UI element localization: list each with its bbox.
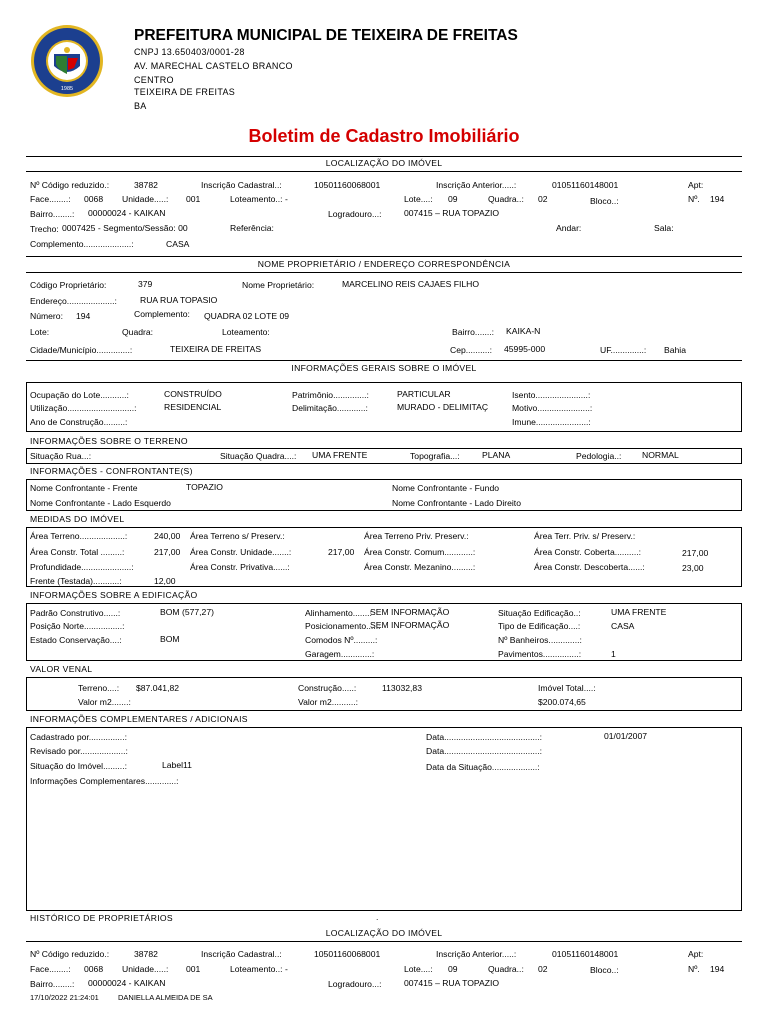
bairro-label: Bairro........:: [30, 979, 75, 989]
profundidade-label: Profundidade.....................:: [30, 562, 134, 572]
motivo-label: Motivo......................:: [512, 403, 593, 413]
unidade-label: Unidade.....:: [122, 964, 169, 974]
numero-value: 194: [710, 194, 725, 204]
confrontante-direito-label: Nome Confrontante - Lado Direito: [392, 498, 521, 508]
inscricao-anterior-value: 01051160148001: [552, 180, 619, 190]
complemento-label: Complemento....................:: [30, 239, 134, 249]
divider: [26, 171, 742, 172]
apt-label: Apt:: [688, 949, 704, 959]
situacao-imovel-value: Label11: [162, 760, 192, 770]
bairro-value: 00000024 - KAIKAN: [88, 978, 166, 988]
codigo-label: Nº Código reduzido.:: [30, 180, 110, 190]
area-constr-mezanino-label: Área Constr. Mezanino.........:: [364, 562, 476, 572]
pedologia-value: NORMAL: [642, 450, 679, 460]
district: CENTRO: [134, 75, 174, 85]
situacao-imovel-label: Situação do Imóvel.........:: [30, 761, 127, 771]
situacao-edificacao-value: UMA FRENTE: [611, 607, 667, 617]
area-constr-descoberta-label: Área Constr. Descoberta......:: [534, 562, 645, 572]
inscricao-anterior-value: 01051160148001: [552, 949, 619, 959]
section-heading-complementares: INFORMAÇÕES COMPLEMENTARES / ADICIONAIS: [30, 714, 248, 724]
state: BA: [134, 101, 147, 111]
situacao-edificacao-label: Situação Edificação..:: [498, 608, 581, 618]
imune-label: Imune......................:: [512, 417, 591, 427]
valor-terreno-value: $87.041,82: [136, 683, 180, 693]
confrontante-fundo-label: Nome Confrontante - Fundo: [392, 483, 500, 493]
patrimonio-value: PARTICULAR: [397, 389, 451, 399]
area-constr-comum-label: Área Constr. Comum............:: [364, 547, 476, 557]
quadra-prop-label: Quadra:: [122, 327, 154, 337]
referencia-label: Referência:: [230, 223, 274, 233]
bairro-prop-label: Bairro.......:: [452, 327, 495, 337]
section-heading-localizacao-repeat: LOCALIZAÇÃO DO IMÓVEL: [325, 928, 443, 938]
lote-value: 09: [448, 964, 458, 974]
inscricao-label: Inscrição Cadastral..:: [201, 949, 282, 959]
lote-prop-label: Lote:: [30, 327, 50, 337]
section-heading-historico: HISTÓRICO DE PROPRIETÁRIOS: [30, 913, 173, 923]
logradouro-value: 007415 – RUA TOPAZIO: [404, 978, 500, 988]
section-heading-proprietario: NOME PROPRIETÁRIO / ENDEREÇO CORRESPONDÊNCIA: [257, 259, 511, 269]
lote-label: Lote....:: [404, 964, 433, 974]
section-heading-info-gerais: INFORMAÇÕES GERAIS SOBRE O IMÓVEL: [291, 363, 477, 373]
alinhamento-value: SEM INFORMAÇÃO: [370, 607, 450, 617]
banheiros-label: Nº Banheiros.............:: [498, 635, 582, 645]
delimitacao-value: MURADO - DELIMITAÇ: [397, 403, 489, 412]
lote-value: 09: [448, 194, 458, 204]
area-constr-descoberta-value: 23,00: [682, 563, 704, 573]
footer-timestamp: 17/10/2022 21:24:01: [30, 993, 99, 1002]
nome-proprietario-label: Nome Proprietário:: [242, 280, 315, 290]
codigo-value: 38782: [134, 949, 158, 959]
trecho-label: Trecho:: [30, 224, 59, 234]
divider: [26, 360, 742, 361]
cidade-label: Cidade/Município..............:: [30, 345, 133, 355]
cep-value: 45995-000: [504, 344, 546, 354]
face-label: Face........:: [30, 964, 71, 974]
nome-proprietario-value: MARCELINO REIS CAJAES FILHO: [342, 279, 480, 289]
area-constr-coberta-value: 217,00: [682, 548, 709, 558]
uf-label: UF..............:: [600, 345, 647, 355]
face-label: Face........:: [30, 194, 71, 204]
frente-testada-label: Frente (Testada)...........:: [30, 576, 122, 586]
unidade-value: 001: [186, 964, 201, 974]
bloco-label: Bloco..:: [590, 965, 619, 975]
section-heading-valor-venal: VALOR VENAL: [30, 664, 93, 674]
tipo-edificacao-value: CASA: [611, 621, 635, 631]
utilizacao-label: Utilização............................:: [30, 403, 137, 413]
ano-construcao-label: Ano de Construção.........:: [30, 417, 128, 427]
posicionamento-value: SEM INFORMAÇÃO: [370, 620, 450, 630]
endereco-value: RUA RUA TOPASIO: [140, 295, 218, 305]
footer-user: DANIELLA ALMEIDA DE SA: [118, 993, 213, 1002]
delimitacao-label: Delimitação............:: [292, 403, 368, 413]
valor-construcao-label: Construção.....:: [298, 683, 357, 693]
area-terr-priv-sp-label: Área Terr. Priv. s/ Preserv.:: [534, 531, 636, 541]
divider: [26, 941, 742, 942]
utilizacao-value: RESIDENCIAL: [164, 402, 222, 412]
area-constr-unidade-label: Área Constr. Unidade.......:: [190, 547, 292, 557]
divider: [26, 156, 742, 157]
quadra-label: Quadra..:: [488, 964, 524, 974]
area-terreno-value: 240,00: [154, 531, 181, 541]
area-constr-unidade-value: 217,00: [328, 547, 355, 557]
valor-m2-construcao-label: Valor m2..........:: [298, 697, 359, 707]
data-situacao-label: Data da Situação...................:: [426, 762, 540, 772]
posicao-norte-label: Posição Norte................:: [30, 621, 125, 631]
loteamento-label: Loteamento..: -: [230, 194, 288, 204]
valor-m2-label: Valor m2.......:: [78, 697, 131, 707]
numero-label: Nº.: [688, 194, 700, 204]
cnpj: CNPJ 13.650403/0001-28: [134, 47, 245, 57]
codigo-proprietario-label: Código Proprietário:: [30, 280, 107, 290]
data-cadastro-label: Data........................................:: [426, 732, 543, 742]
inscricao-anterior-label: Inscrição Anterior.....:: [436, 949, 517, 959]
bairro-value: 00000024 - KAIKAN: [88, 208, 166, 218]
section-heading-confrontantes: INFORMAÇÕES - CONFRONTANTE(S): [30, 466, 193, 476]
situacao-quadra-value: UMA FRENTE: [312, 450, 368, 460]
codigo-proprietario-value: 379: [138, 279, 153, 289]
situacao-quadra-label: Situação Quadra....:: [220, 451, 297, 461]
sala-label: Sala:: [654, 223, 674, 233]
lote-label: Lote....:: [404, 194, 433, 204]
topografia-label: Topografia...:: [410, 451, 460, 461]
info-complementares-label: Informações Complementares.............:: [30, 776, 179, 786]
loteamento-label: Loteamento..: -: [230, 964, 288, 974]
section-heading-edificacao: INFORMAÇÕES SOBRE A EDIFICAÇÃO: [30, 590, 198, 600]
cep-label: Cep..........:: [450, 345, 493, 355]
historico-dot: .: [376, 912, 379, 922]
logradouro-label: Logradouro...:: [328, 209, 382, 219]
complemento-prop-label: Complemento:: [134, 309, 190, 319]
numero-prop-value: 194: [76, 311, 91, 321]
face-value: 0068: [84, 194, 104, 204]
area-terreno-label: Área Terreno...................:: [30, 531, 128, 541]
divider: [26, 272, 742, 273]
estado-conservacao-value: BOM: [160, 634, 180, 644]
page-title: Boletim de Cadastro Imobiliário: [248, 126, 520, 146]
city: TEIXEIRA DE FREITAS: [134, 87, 236, 97]
trecho-value: 0007425 - Segmento/Sessão: 00: [62, 224, 188, 233]
garagem-label: Garagem.............:: [305, 649, 375, 659]
quadra-value: 02: [538, 964, 548, 974]
confrontante-esquerdo-label: Nome Confrontante - Lado Esquerdo: [30, 498, 171, 508]
area-terreno-pp-label: Área Terreno Priv. Preserv.:: [364, 531, 469, 541]
numero-prop-label: Número:: [30, 311, 63, 321]
unidade-label: Unidade.....:: [122, 194, 169, 204]
section-heading-terreno: INFORMAÇÕES SOBRE O TERRENO: [30, 436, 188, 446]
confrontante-frente-label: Nome Confrontante - Frente: [30, 483, 138, 493]
inscricao-value: 10501160068001: [314, 180, 381, 190]
logradouro-label: Logradouro...:: [328, 979, 382, 989]
complemento-prop-value: QUADRA 02 LOTE 09: [204, 311, 290, 321]
comodos-label: Comodos Nº.........:: [305, 635, 378, 645]
quadra-value: 02: [538, 194, 548, 204]
data-cadastro-value: 01/01/2007: [604, 731, 648, 741]
quadra-label: Quadra..:: [488, 194, 524, 204]
estado-conservacao-label: Estado Conservação....:: [30, 635, 122, 645]
numero-label: Nº.: [688, 964, 700, 974]
inscricao-anterior-label: Inscrição Anterior.....:: [436, 180, 517, 190]
pedologia-label: Pedologia..:: [576, 451, 622, 461]
area-terreno-sp-label: Área Terreno s/ Preserv.:: [190, 531, 285, 541]
pavimentos-label: Pavimentos...............:: [498, 649, 582, 659]
unidade-value: 001: [186, 194, 201, 204]
codigo-label: Nº Código reduzido.:: [30, 949, 110, 959]
pavimentos-value: 1: [611, 649, 616, 659]
complemento-value: CASA: [166, 239, 190, 249]
padrao-construtivo-label: Padrão Construtivo......:: [30, 608, 121, 618]
numero-value: 194: [710, 964, 725, 974]
padrao-construtivo-value: BOM (577,27): [160, 607, 214, 617]
topografia-value: PLANA: [482, 450, 511, 460]
isento-label: Isento......................:: [512, 390, 591, 400]
bairro-prop-value: KAIKA-N: [506, 326, 541, 336]
alinhamento-label: Alinhamento.......:: [305, 608, 372, 618]
tipo-edificacao-label: Tipo de Edificação....:: [498, 621, 581, 631]
cadastrado-por-label: Cadastrado por...............:: [30, 732, 127, 742]
apt-label: Apt:: [688, 180, 704, 190]
endereco-label: Endereço....................:: [30, 296, 117, 306]
ocupacao-value: CONSTRUÍDO: [164, 389, 222, 399]
municipal-seal-logo: [30, 24, 104, 98]
complementares-box: [26, 727, 742, 911]
divider: [26, 256, 742, 257]
area-constr-total-value: 217,00: [154, 547, 181, 557]
ocupacao-label: Ocupação do Lote...........:: [30, 390, 129, 400]
terreno-box: [26, 448, 742, 464]
bairro-label: Bairro........:: [30, 209, 75, 219]
area-constr-privativa-label: Área Constr. Privativa......:: [190, 562, 290, 572]
address: AV. MARECHAL CASTELO BRANCO: [134, 61, 293, 71]
area-constr-total-label: Área Constr. Total .........:: [30, 547, 125, 557]
loteamento-prop-label: Loteamento:: [222, 327, 270, 337]
situacao-rua-label: Situação Rua...:: [30, 451, 92, 461]
logradouro-value: 007415 – RUA TOPAZIO: [404, 208, 500, 218]
inscricao-value: 10501160068001: [314, 949, 381, 959]
municipality-name: PREFEITURA MUNICIPAL DE TEIXEIRA DE FREITAS: [134, 27, 518, 44]
valor-construcao-value: 113032,83: [382, 683, 422, 693]
inscricao-label: Inscrição Cadastral..:: [201, 180, 282, 190]
andar-label: Andar:: [556, 223, 582, 233]
codigo-value: 38782: [134, 180, 158, 190]
bloco-label: Bloco..:: [590, 196, 619, 206]
area-constr-coberta-label: Área Constr. Coberta..........:: [534, 547, 641, 557]
confrontante-frente-value: TOPAZIO: [186, 482, 223, 492]
cidade-value: TEIXEIRA DE FREITAS: [170, 344, 262, 354]
face-value: 0068: [84, 964, 104, 974]
valor-imovel-total-value: $200.074,65: [538, 697, 586, 707]
patrimonio-label: Patrimônio..............:: [292, 390, 369, 400]
valor-terreno-label: Terreno....:: [78, 683, 120, 693]
svg-text:1985: 1985: [60, 86, 74, 92]
revisado-por-label: Revisado por...................:: [30, 746, 128, 756]
uf-value: Bahia: [664, 345, 686, 355]
section-heading-medidas: MEDIDAS DO IMÓVEL: [30, 514, 125, 524]
section-heading-localizacao: LOCALIZAÇÃO DO IMÓVEL: [325, 158, 443, 168]
frente-testada-value: 12,00: [154, 576, 176, 586]
data-revisao-label: Data........................................:: [426, 746, 543, 756]
posicionamento-label: Posicionamento.....:: [305, 621, 381, 631]
valor-imovel-total-label: Imóvel Total....:: [538, 683, 596, 693]
